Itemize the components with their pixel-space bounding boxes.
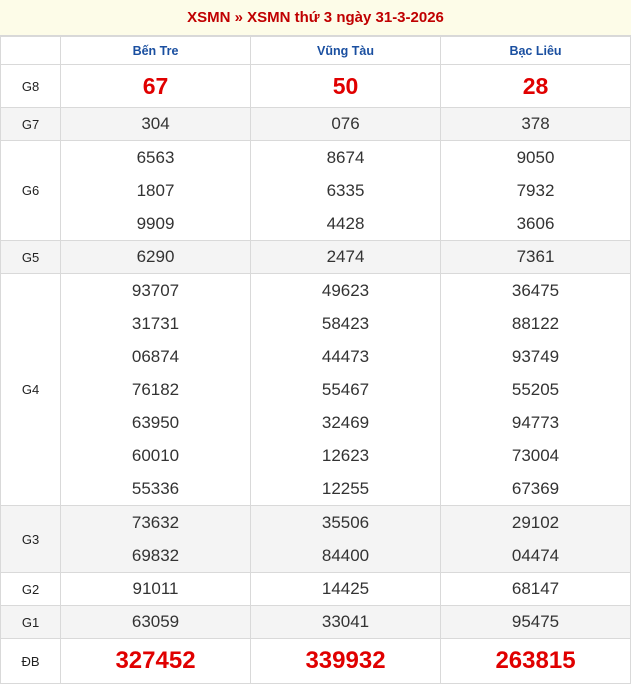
prize-number: 12623: [321, 446, 370, 465]
region-link[interactable]: XSMN: [187, 9, 231, 26]
prize-number: 68147: [511, 579, 560, 598]
prize-number: 67369: [511, 479, 560, 498]
prize-number: 50: [332, 73, 359, 99]
prize-number: 263815: [495, 647, 576, 674]
prize-number: 12255: [321, 479, 370, 498]
prize-numbers-cell: [251, 241, 441, 274]
province-header-0: [61, 37, 251, 65]
prize-number: 304: [141, 114, 170, 133]
prize-number: 04474: [511, 546, 560, 565]
prize-number: 7361: [516, 247, 555, 266]
prize-number: 94773: [511, 413, 560, 432]
table-row: [1, 606, 631, 639]
prize-number: 67: [142, 73, 169, 99]
prize-number: 91011: [132, 579, 179, 598]
province-header-2: [441, 37, 631, 65]
province-link-1[interactable]: Vũng Tàu: [317, 43, 374, 58]
prize-number: 36475: [511, 281, 560, 300]
table-row: [1, 506, 631, 573]
prize-number: 7932: [516, 181, 555, 200]
prize-numbers-cell: [441, 65, 631, 108]
prize-number: 076: [331, 114, 360, 133]
table-header-row: [1, 37, 631, 65]
prize-numbers-cell: [61, 639, 251, 684]
prize-number: 6563: [136, 148, 175, 167]
prize-number: 55336: [131, 479, 180, 498]
prize-number: 60010: [131, 446, 180, 465]
prize-label: G1: [1, 606, 61, 639]
prize-numbers-cell: [441, 573, 631, 606]
prize-numbers-cell: [441, 639, 631, 684]
prize-number: 49623: [321, 281, 370, 300]
prize-numbers-cell: [251, 573, 441, 606]
breadcrumb-separator: »: [234, 9, 243, 26]
prize-number: 6335: [326, 181, 365, 200]
table-row: [1, 141, 631, 241]
prize-label: G4: [1, 274, 61, 506]
prize-numbers-cell: [441, 506, 631, 573]
prize-number: 33041: [321, 612, 370, 631]
prize-numbers-cell: [251, 141, 441, 241]
prize-number: 28: [522, 73, 549, 99]
province-header-1: [251, 37, 441, 65]
prize-number: 84400: [321, 546, 370, 565]
prize-numbers-cell: [61, 141, 251, 241]
prize-number: 55467: [321, 380, 370, 399]
prize-numbers-cell: [61, 65, 251, 108]
table-row: [1, 65, 631, 108]
prize-number: 2474: [326, 247, 365, 266]
table-row: [1, 573, 631, 606]
prize-numbers-cell: [61, 241, 251, 274]
prize-label: G3: [1, 506, 61, 573]
prize-numbers-cell: [61, 606, 251, 639]
prize-number: 9050: [516, 148, 555, 167]
prize-column-header: [1, 37, 61, 65]
prize-numbers-cell: [61, 573, 251, 606]
prize-number: 58423: [321, 314, 370, 333]
prize-label: G6: [1, 141, 61, 241]
prize-number: 76182: [131, 380, 180, 399]
table-row: [1, 639, 631, 684]
prize-numbers-cell: [441, 141, 631, 241]
prize-numbers-cell: [61, 108, 251, 141]
lottery-results-table: [0, 36, 631, 684]
prize-label: G5: [1, 241, 61, 274]
prize-numbers-cell: [251, 108, 441, 141]
prize-number: 93707: [131, 281, 180, 300]
province-link-2[interactable]: Bạc Liêu: [509, 43, 562, 58]
prize-number: 9909: [136, 214, 175, 233]
prize-number: 73632: [131, 513, 180, 532]
prize-numbers-cell: [441, 108, 631, 141]
prize-number: 378: [521, 114, 550, 133]
prize-number: 55205: [511, 380, 560, 399]
prize-number: 32469: [321, 413, 370, 432]
prize-number: 93749: [511, 347, 560, 366]
table-head: [1, 37, 631, 65]
prize-numbers-cell: [251, 606, 441, 639]
day-link[interactable]: XSMN thứ 3: [247, 9, 333, 26]
prize-numbers-cell: [251, 65, 441, 108]
prize-number: 31731: [131, 314, 180, 333]
prize-number: 3606: [516, 214, 555, 233]
prize-numbers-cell: [441, 606, 631, 639]
table-row: [1, 241, 631, 274]
prize-number: 29102: [511, 513, 560, 532]
prize-number: 69832: [131, 546, 180, 565]
prize-number: 4428: [326, 214, 365, 233]
prize-number: 73004: [511, 446, 560, 465]
table-body: [1, 65, 631, 684]
prize-number: 06874: [131, 347, 180, 366]
page-title: [0, 0, 631, 36]
prize-number: 88122: [511, 314, 560, 333]
prize-number: 339932: [305, 647, 386, 674]
prize-label: G7: [1, 108, 61, 141]
prize-numbers-cell: [61, 274, 251, 506]
prize-label: G2: [1, 573, 61, 606]
prize-number: 44473: [321, 347, 370, 366]
prize-numbers-cell: [251, 274, 441, 506]
date-text: ngày 31-3-2026: [336, 9, 444, 26]
prize-label: G8: [1, 65, 61, 108]
table-row: [1, 108, 631, 141]
table-row: [1, 274, 631, 506]
prize-numbers-cell: [251, 639, 441, 684]
province-link-0[interactable]: Bến Tre: [132, 43, 179, 58]
prize-label: ĐB: [1, 639, 61, 684]
prize-numbers-cell: [61, 506, 251, 573]
prize-number: 35506: [321, 513, 370, 532]
prize-numbers-cell: [441, 274, 631, 506]
prize-number: 327452: [115, 647, 196, 674]
prize-number: 63059: [131, 612, 180, 631]
prize-number: 1807: [136, 181, 175, 200]
prize-number: 95475: [511, 612, 560, 631]
prize-number: 8674: [326, 148, 365, 167]
prize-numbers-cell: [441, 241, 631, 274]
prize-number: 14425: [321, 579, 370, 598]
prize-number: 6290: [136, 247, 175, 266]
prize-number: 63950: [131, 413, 180, 432]
prize-numbers-cell: [251, 506, 441, 573]
